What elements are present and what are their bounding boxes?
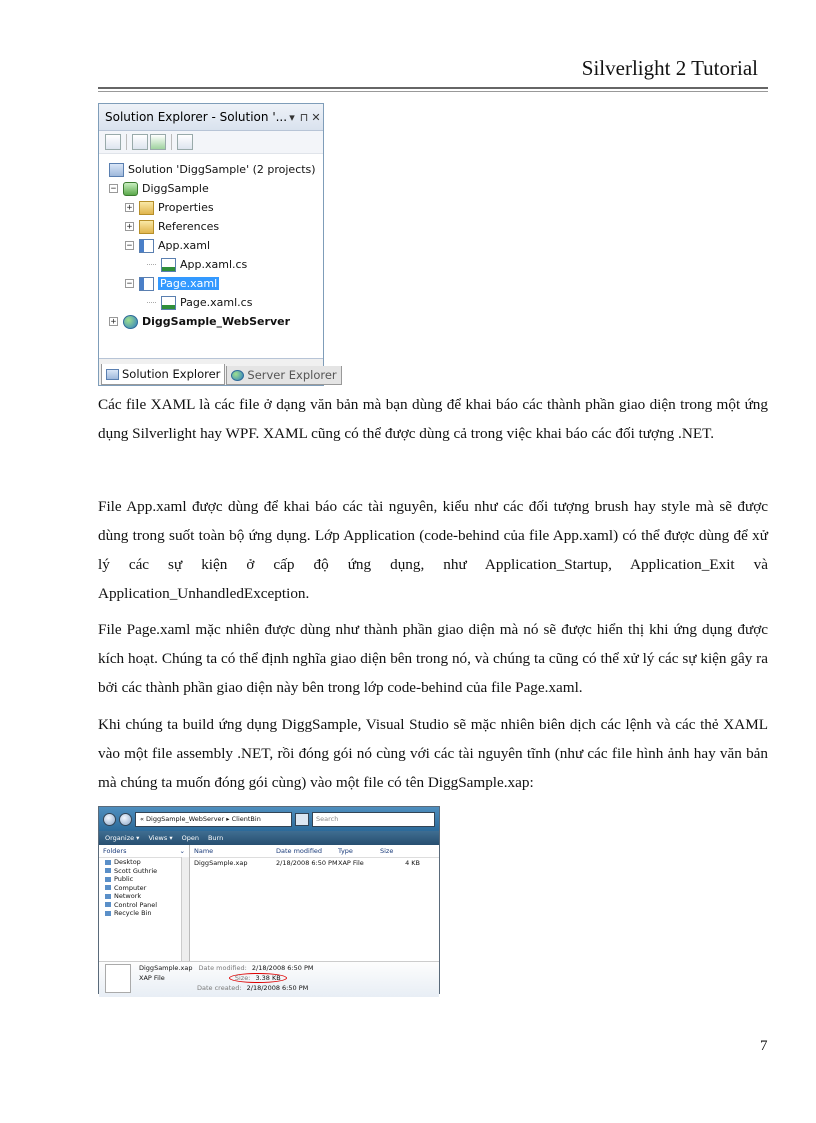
tree-item-page-xaml[interactable] [99,274,323,293]
properties-icon[interactable] [105,134,121,150]
tree-item-app-xaml[interactable] [99,236,323,255]
control-panel-icon [105,902,111,907]
tree-item-label: Properties [158,201,214,214]
folders-label: Folders [103,847,127,855]
folder-icon [105,868,111,873]
solution-explorer-panel [98,103,337,386]
folder-item[interactable] [99,867,189,876]
folder-icon [139,220,154,234]
solution-explorer-title: Solution Explorer - Solution '... [105,110,288,124]
tree-item-page-xaml-cs[interactable] [99,293,323,312]
expand-icon[interactable]: + [110,317,117,327]
expand-icon[interactable]: + [126,222,133,232]
solution-explorer-titlebar [99,104,323,131]
details-date-created: 2/18/2008 6:50 PM [246,984,309,992]
folder-icon [139,201,154,215]
folder-item[interactable] [99,909,189,918]
collapse-icon[interactable]: − [126,241,133,251]
folders-header[interactable] [99,845,189,858]
tree-item-label: DiggSample [142,182,209,195]
header-rule-thin [98,91,768,92]
toolbar-separator [171,134,172,150]
chevron-down-icon: ⌄ [179,847,185,855]
tree-item-app-xaml-cs[interactable] [99,255,323,274]
details-size: 3.38 KB [255,974,281,982]
paragraph-xaml-files: Các file XAML là các file ở dạng văn bản mà bạn dùng để khai báo các thành phần giao diện trong một ứng dụng Silverlight hay WPF. XAML cũng có thể được dùng cả trong việc khai báo các đối tượng .NET. [98,396,768,442]
file-list [190,845,439,961]
file-icon [105,964,131,993]
details-size-label: Size: [234,974,251,982]
folders-pane [99,845,190,961]
folder-item[interactable] [99,858,189,867]
tree-item-label: App.xaml.cs [180,258,248,271]
forward-icon[interactable] [119,813,132,826]
column-type[interactable]: Type [338,847,353,855]
tree-item-label: Page.xaml.cs [180,296,253,309]
details-line-name [139,964,313,972]
tab-label: Server Explorer [247,368,337,382]
folder-label: Control Panel [114,900,158,909]
tab-solution-explorer[interactable] [101,364,225,385]
collapse-icon[interactable]: − [110,184,117,194]
solution-explorer-tabs [99,358,337,385]
running-header-title: Silverlight 2 Tutorial [581,56,758,80]
details-pane [99,961,439,997]
tree-connector [147,264,156,265]
tree-item-label: DiggSample_WebServer [142,315,291,328]
folder-label: Computer [114,883,147,892]
web-project-icon [123,315,138,329]
file-type: XAP File [338,859,364,867]
server-explorer-icon [231,370,244,381]
recycle-bin-icon [105,911,111,916]
cs-file-icon [161,296,176,310]
file-row[interactable] [190,858,439,868]
details-info [139,964,313,995]
folder-label: Desktop [114,858,141,867]
explorer-address-bar [99,807,439,831]
details-line-created [139,984,313,992]
toolbar-separator [126,134,127,150]
details-date-modified-label: Date modified: [198,964,247,972]
tab-server-explorer[interactable] [226,366,341,385]
tab-label: Solution Explorer [122,367,221,381]
paragraph-app-xaml: File App.xaml được dùng để khai báo các tài nguyên, kiểu như các đối tượng brush hay style mà sẽ được dùng trong suốt toàn bộ ứng dụng. Lớp Application (code-behind của file App.xaml) có thể được dùng để xử lý các sự kiện ở cấp độ ứng dụng, như Application_Startup, Application_Exit và Application_UnhandledException. [98,498,768,602]
refresh-icon[interactable] [150,134,166,150]
view-code-icon[interactable] [177,134,193,150]
details-date-created-label: Date created: [197,984,242,992]
paragraph-build-xap: Khi chúng ta build ứng dụng DiggSample, Visual Studio sẽ mặc nhiên biên dịch các lệnh và các thẻ XAML vào một file assembly .NET, rồi đóng gói nó cùng với các tài nguyên tĩnh (như các file hình ảnh hay văn bản mà chúng ta muốn đóng gói cùng) vào một file có tên DiggSample.xap: [98,716,768,791]
tree-item-label: Solution 'DiggSample' (2 projects) [128,163,316,176]
explorer-body [99,845,439,961]
xaml-file-icon [139,239,154,253]
expand-icon[interactable]: + [126,203,133,213]
header-rule [98,87,768,89]
back-icon[interactable] [103,813,116,826]
open-button[interactable]: Open [181,834,199,842]
pin-icon[interactable]: ⊓ [299,110,309,124]
size-highlight-circle [229,973,287,983]
solution-tree [99,154,323,331]
solution-icon [109,163,124,177]
folder-label: Recycle Bin [114,909,152,918]
solution-explorer-icon [106,369,119,380]
tree-item-label: App.xaml [158,239,211,252]
organize-button[interactable]: Organize ▾ [105,834,140,842]
tree-item-label-selected: Page.xaml [160,277,218,290]
column-name[interactable]: Name [194,847,214,855]
details-date-modified: 2/18/2008 6:50 PM [251,964,314,972]
xaml-file-icon [139,277,154,291]
tree-item-properties[interactable] [99,198,323,217]
folder-label: Scott Guthrie [114,866,158,875]
file-name: DiggSample.xap [194,859,248,867]
close-icon[interactable]: ✕ [311,110,321,124]
folder-label: Public [114,875,134,884]
folder-item[interactable] [99,901,189,910]
explorer-command-bar [99,831,439,845]
file-size: 4 KB [405,859,420,867]
paragraph-page-xaml: File Page.xaml mặc nhiên được dùng như thành phần giao diện mà nó sẽ được hiển thị khi ứng dụng được kích hoạt. Chúng ta có thể định nghĩa giao diện bên trong nó, và chúng ta cũng có thể xử lý các sự kiện gây ra bởi các thành phần giao diện này bên trong lớp code-behind của file Page.xaml. [98,621,768,696]
column-size[interactable]: Size [380,847,394,855]
search-input[interactable]: Search [312,812,435,827]
views-button[interactable]: Views ▾ [148,834,173,842]
page-number: 7 [760,1038,768,1054]
tree-item-webserver[interactable] [99,312,323,331]
tree-item-label: References [158,220,220,233]
collapse-icon[interactable]: − [126,279,133,289]
column-date-modified[interactable]: Date modified [276,847,323,855]
folder-item[interactable] [99,875,189,884]
show-all-files-icon[interactable] [132,134,148,150]
tree-item-references[interactable] [99,217,323,236]
file-list-header [190,845,439,858]
refresh-icon[interactable] [295,813,309,826]
details-file-name: DiggSample.xap [139,964,193,972]
dropdown-icon[interactable]: ▾ [289,110,295,124]
folder-item[interactable] [99,884,189,893]
solution-explorer-toolbar [99,131,323,154]
tree-item-diggsample[interactable] [99,179,323,198]
folders-scrollbar[interactable] [181,857,189,961]
network-icon [105,894,111,899]
tree-item-solution[interactable] [99,160,323,179]
cs-file-icon [161,258,176,272]
windows-explorer-window [98,806,440,994]
computer-icon [105,885,111,890]
folder-icon [105,860,111,865]
folder-label: Network [114,892,142,901]
tree-connector [147,302,156,303]
project-icon [123,182,138,196]
details-line-size [139,973,313,983]
burn-button[interactable]: Burn [207,834,224,842]
folder-item[interactable] [99,892,189,901]
folder-icon [105,877,111,882]
address-input[interactable]: « DiggSample_WebServer ▸ ClientBin [135,812,292,827]
details-file-type: XAP File [139,974,165,982]
file-date: 2/18/2008 6:50 PM [276,859,338,867]
